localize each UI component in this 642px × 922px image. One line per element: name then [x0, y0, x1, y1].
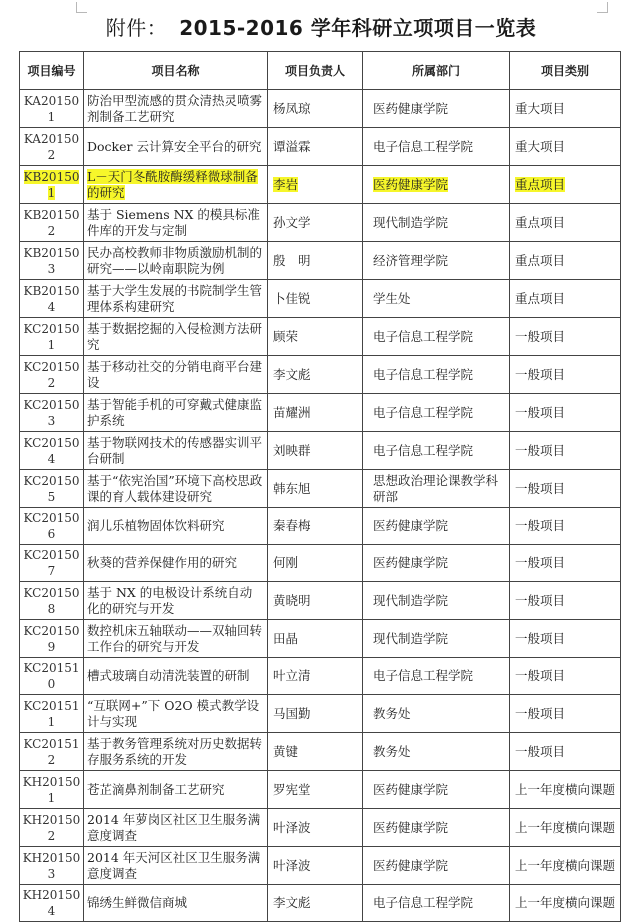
cell-category	[510, 545, 621, 582]
cell-code	[20, 128, 84, 166]
cell-dept-text: 电子信息工程学院	[373, 366, 474, 382]
cell-code	[20, 204, 84, 242]
cell-name-text: 锦绣生鲜微信商城	[87, 895, 188, 910]
cell-category-text: 一般项目	[515, 480, 566, 496]
cell-dept-text: 电子信息工程学院	[373, 138, 474, 154]
cell-name	[84, 356, 268, 394]
cell-lead-text: 李岩	[273, 176, 299, 192]
cell-dept-text: 医药健康学院	[373, 857, 449, 873]
cell-name-text: 数控机床五轴联动——双轴回转工作台的研究与开发	[87, 622, 263, 654]
table-row	[20, 90, 621, 128]
table-row	[20, 470, 621, 508]
cell-name	[84, 885, 268, 922]
cell-name	[84, 582, 268, 620]
header-lead: 项目负责人	[268, 52, 363, 90]
cell-name	[84, 432, 268, 470]
table-row	[20, 128, 621, 166]
cell-code	[20, 545, 84, 582]
cell-lead	[268, 318, 363, 356]
table-row	[20, 885, 621, 922]
cell-code	[20, 242, 84, 280]
cell-dept-text: 医药健康学院	[373, 518, 449, 533]
cell-lead-text: 刘映群	[273, 442, 311, 458]
title-text: 2015-2016 学年科研立项项目一览表	[179, 16, 537, 40]
cell-dept	[363, 432, 510, 470]
cell-dept	[363, 128, 510, 166]
cell-code-text: KC201502	[23, 359, 80, 390]
table-row	[20, 508, 621, 545]
cell-code-text: KB201502	[23, 207, 80, 238]
cell-lead	[268, 432, 363, 470]
cell-category	[510, 280, 621, 318]
cell-dept	[363, 394, 510, 432]
cell-category	[510, 318, 621, 356]
cell-code	[20, 885, 84, 922]
cell-name	[84, 809, 268, 847]
cell-name-text: 基于大学生发展的书院制学生管理体系构建研究	[87, 282, 263, 314]
cell-dept-text: 现代制造学院	[373, 630, 449, 646]
cell-dept-text: 教务处	[373, 743, 411, 759]
cell-category-text: 一般项目	[515, 366, 566, 382]
cell-lead-text: 苗耀洲	[273, 404, 311, 420]
cell-name-text: 润儿乐植物固体饮料研究	[87, 518, 225, 533]
cell-dept	[363, 658, 510, 695]
cell-category	[510, 695, 621, 733]
cell-category-text: 重大项目	[515, 100, 566, 116]
cell-name	[84, 733, 268, 771]
header-name: 项目名称	[84, 52, 268, 90]
cell-code	[20, 394, 84, 432]
cell-dept	[363, 204, 510, 242]
table-row	[20, 658, 621, 695]
cell-dept	[363, 620, 510, 658]
cell-dept	[363, 771, 510, 809]
cell-name-text: 基于 NX 的电极设计系统自动化的研究与开发	[87, 584, 253, 616]
cell-lead	[268, 733, 363, 771]
cell-lead-text: 秦春梅	[273, 518, 311, 533]
cell-lead-text: 叶泽波	[273, 857, 311, 873]
cell-category-text: 一般项目	[515, 705, 566, 721]
cell-dept	[363, 733, 510, 771]
cell-lead	[268, 508, 363, 545]
cell-category	[510, 166, 621, 204]
cell-lead-text: 殷 明	[273, 252, 311, 268]
cell-dept-text: 医药健康学院	[373, 555, 449, 570]
cell-category-text: 重点项目	[515, 214, 566, 230]
project-table	[19, 51, 621, 922]
cell-category-text: 一般项目	[515, 555, 566, 570]
cell-dept-text: 现代制造学院	[373, 214, 449, 230]
cell-name-text: 防治甲型流感的贯众清热灵喷雾剂制备工艺研究	[87, 92, 263, 124]
cell-category-text: 重大项目	[515, 138, 566, 154]
cell-code-text: KC201504	[23, 435, 80, 466]
cell-dept-text: 电子信息工程学院	[373, 442, 474, 458]
cell-lead	[268, 695, 363, 733]
cell-name	[84, 204, 268, 242]
cell-lead	[268, 582, 363, 620]
cell-code-text: KB201501	[23, 169, 80, 200]
cell-category	[510, 394, 621, 432]
cell-lead	[268, 470, 363, 508]
cell-name	[84, 847, 268, 885]
cell-dept	[363, 318, 510, 356]
cell-lead	[268, 204, 363, 242]
cell-lead-text: 李文彪	[273, 895, 311, 910]
cell-name	[84, 242, 268, 280]
cell-category-text: 一般项目	[515, 630, 566, 646]
cell-code	[20, 166, 84, 204]
cell-name-text: 基于“依宪治国”环境下高校思政课的育人载体建设研究	[87, 472, 263, 504]
cell-category-text: 一般项目	[515, 442, 566, 458]
cell-name-text: 秋葵的营养保健作用的研究	[87, 555, 238, 570]
cell-category	[510, 432, 621, 470]
cell-name	[84, 470, 268, 508]
cell-code-text: KC201508	[23, 585, 80, 616]
cell-code	[20, 695, 84, 733]
cell-name-text: 基于物联网技术的传感器实训平台研制	[87, 434, 263, 466]
cell-category-text: 上一年度横向课题	[515, 781, 616, 797]
cell-code-text: KH201501	[22, 774, 81, 805]
cell-code	[20, 508, 84, 545]
table-row	[20, 394, 621, 432]
cell-dept-text: 经济管理学院	[373, 252, 449, 268]
cell-name-text: 2014 年萝岗区社区卫生服务满意度调查	[87, 811, 261, 843]
cell-dept-text: 思想政治理论课教学科研部	[373, 472, 499, 504]
cell-dept	[363, 166, 510, 204]
cell-dept-text: 电子信息工程学院	[373, 404, 474, 420]
table-row	[20, 620, 621, 658]
cell-code-text: KC201511	[23, 698, 80, 729]
cell-dept-text: 医药健康学院	[373, 176, 449, 192]
cell-code	[20, 280, 84, 318]
cell-dept-text: 教务处	[373, 705, 411, 721]
cell-category-text: 一般项目	[515, 668, 566, 683]
cell-category	[510, 204, 621, 242]
table-row	[20, 582, 621, 620]
cell-category-text: 重点项目	[515, 252, 566, 268]
cell-name-text: 基于数据挖掘的入侵检测方法研究	[87, 320, 263, 352]
cell-lead-text: 叶立清	[273, 668, 311, 683]
cell-category-text: 上一年度横向课题	[515, 895, 616, 910]
cell-code-text: KC201509	[23, 623, 80, 654]
cell-dept	[363, 847, 510, 885]
cell-name-text: “互联网+”下 O2O 模式教学设计与实现	[87, 697, 260, 729]
cell-dept	[363, 280, 510, 318]
cell-dept	[363, 695, 510, 733]
cell-code	[20, 658, 84, 695]
header-category: 项目类别	[510, 52, 621, 90]
table-header-row	[20, 52, 621, 90]
cell-lead-text: 谭溢霖	[273, 138, 311, 154]
cell-category	[510, 128, 621, 166]
cell-code-text: KB201504	[23, 283, 80, 314]
cell-category-text: 上一年度横向课题	[515, 819, 616, 835]
cell-name-text: Docker 云计算安全平台的研究	[87, 138, 262, 154]
cell-name-text: 基于移动社交的分销电商平台建设	[87, 358, 263, 390]
cell-code-text: KA201502	[23, 131, 80, 162]
cell-name-text: 槽式玻璃自动清洗装置的研制	[87, 668, 250, 683]
cell-category	[510, 658, 621, 695]
cell-name	[84, 658, 268, 695]
cell-name	[84, 695, 268, 733]
cell-name	[84, 394, 268, 432]
cell-dept	[363, 508, 510, 545]
cell-dept	[363, 885, 510, 922]
cell-name	[84, 166, 268, 204]
table-row	[20, 432, 621, 470]
cell-name	[84, 508, 268, 545]
cell-code	[20, 582, 84, 620]
cell-lead-text: 罗宪堂	[273, 781, 311, 797]
cell-name	[84, 771, 268, 809]
cell-dept	[363, 809, 510, 847]
table-row	[20, 809, 621, 847]
cell-category	[510, 470, 621, 508]
cell-dept	[363, 470, 510, 508]
cell-code-text: KC201501	[23, 321, 80, 352]
cell-dept-text: 学生处	[373, 290, 411, 306]
cell-code-text: KA201501	[23, 93, 80, 124]
cell-category-text: 一般项目	[515, 743, 566, 759]
table-row	[20, 280, 621, 318]
cell-category-text: 上一年度横向课题	[515, 857, 616, 873]
cell-category-text: 重点项目	[515, 176, 566, 192]
cell-lead-text: 马国勤	[273, 705, 311, 721]
cell-lead	[268, 809, 363, 847]
cell-category	[510, 885, 621, 922]
cell-dept-text: 医药健康学院	[373, 819, 449, 835]
cell-code-text: KH201502	[22, 812, 81, 843]
cell-code	[20, 620, 84, 658]
header-code: 项目编号	[20, 52, 84, 90]
cell-lead	[268, 90, 363, 128]
header-dept: 所属部门	[363, 52, 510, 90]
cell-name	[84, 90, 268, 128]
cell-lead-text: 杨凤琼	[273, 100, 311, 116]
cell-category	[510, 733, 621, 771]
cell-lead	[268, 280, 363, 318]
cell-category-text: 一般项目	[515, 518, 566, 533]
cell-code	[20, 432, 84, 470]
cell-category	[510, 582, 621, 620]
cell-lead-text: 叶泽波	[273, 819, 311, 835]
cell-code-text: KH201503	[22, 850, 81, 881]
cell-code	[20, 771, 84, 809]
cell-lead-text: 孙文学	[273, 214, 311, 230]
table-row	[20, 166, 621, 204]
cell-name	[84, 318, 268, 356]
cell-name-text: 民办高校教师非物质激励机制的研究——以岭南职院为例	[87, 244, 263, 276]
cell-dept	[363, 242, 510, 280]
cell-lead	[268, 545, 363, 582]
cell-name-text: 基于智能手机的可穿戴式健康监护系统	[87, 396, 263, 428]
cell-lead-text: 田晶	[273, 630, 299, 646]
cell-code	[20, 847, 84, 885]
cell-lead	[268, 356, 363, 394]
cell-name	[84, 128, 268, 166]
cell-dept-text: 现代制造学院	[373, 592, 449, 608]
cell-dept-text: 电子信息工程学院	[373, 895, 474, 910]
cell-lead	[268, 242, 363, 280]
title-prefix: 附件：	[105, 16, 168, 40]
cell-category	[510, 242, 621, 280]
cell-code-text: KC201510	[23, 661, 80, 691]
cell-category-text: 一般项目	[515, 328, 566, 344]
cell-dept-text: 医药健康学院	[373, 100, 449, 116]
cell-lead-text: 顾荣	[273, 328, 299, 344]
cell-code-text: KH201504	[22, 888, 81, 918]
table-row	[20, 318, 621, 356]
cell-lead-text: 黄晓明	[273, 592, 311, 608]
cell-dept	[363, 356, 510, 394]
cell-code	[20, 733, 84, 771]
cell-category	[510, 90, 621, 128]
cell-code	[20, 90, 84, 128]
cell-code-text: KB201503	[23, 245, 80, 276]
cell-category	[510, 771, 621, 809]
cell-name-text: 基于教务管理系统对历史数据转存服务系统的开发	[87, 735, 263, 767]
cell-dept-text: 电子信息工程学院	[373, 328, 474, 344]
cell-name-text: 2014 年天河区社区卫生服务满意度调查	[87, 849, 261, 881]
cell-category	[510, 847, 621, 885]
cell-code-text: KC201512	[23, 736, 80, 767]
cell-lead	[268, 166, 363, 204]
cell-lead	[268, 885, 363, 922]
cell-dept-text: 电子信息工程学院	[373, 668, 474, 683]
cell-category	[510, 508, 621, 545]
table-row	[20, 204, 621, 242]
cell-code	[20, 356, 84, 394]
cell-lead-text: 黄键	[273, 743, 299, 759]
cell-dept	[363, 545, 510, 582]
cell-dept	[363, 90, 510, 128]
table-row	[20, 771, 621, 809]
table-row	[20, 695, 621, 733]
cell-lead	[268, 847, 363, 885]
cell-name	[84, 620, 268, 658]
table-row	[20, 356, 621, 394]
cell-dept	[363, 582, 510, 620]
cell-dept-text: 医药健康学院	[373, 781, 449, 797]
cell-lead	[268, 658, 363, 695]
cell-category	[510, 356, 621, 394]
cell-code	[20, 809, 84, 847]
table-row	[20, 847, 621, 885]
cell-code	[20, 470, 84, 508]
cell-name	[84, 545, 268, 582]
cell-category-text: 一般项目	[515, 404, 566, 420]
cell-lead	[268, 128, 363, 166]
cell-lead	[268, 771, 363, 809]
cell-category-text: 一般项目	[515, 592, 566, 608]
cell-category	[510, 809, 621, 847]
cell-code-text: KC201507	[23, 548, 80, 578]
cell-code-text: KC201506	[23, 511, 80, 541]
cell-lead-text: 卜佳锐	[273, 290, 311, 306]
cell-name-text: L－天门冬酰胺酶缓释微球制备的研究	[87, 168, 258, 200]
cell-name-text: 苍芷滴鼻剂制备工艺研究	[87, 781, 225, 797]
cell-category	[510, 620, 621, 658]
cell-code-text: KC201505	[23, 473, 80, 504]
cell-name-text: 基于 Siemens NX 的模具标准件库的开发与定制	[87, 206, 260, 238]
table-row	[20, 733, 621, 771]
cell-lead	[268, 620, 363, 658]
table-row	[20, 242, 621, 280]
cell-code	[20, 318, 84, 356]
cell-lead	[268, 394, 363, 432]
table-row	[20, 545, 621, 582]
document-title	[0, 12, 642, 41]
cell-name	[84, 280, 268, 318]
cell-lead-text: 何刚	[273, 555, 299, 570]
cell-code-text: KC201503	[23, 397, 80, 428]
cell-category-text: 重点项目	[515, 290, 566, 306]
cell-lead-text: 韩东旭	[273, 480, 311, 496]
cell-lead-text: 李文彪	[273, 366, 311, 382]
